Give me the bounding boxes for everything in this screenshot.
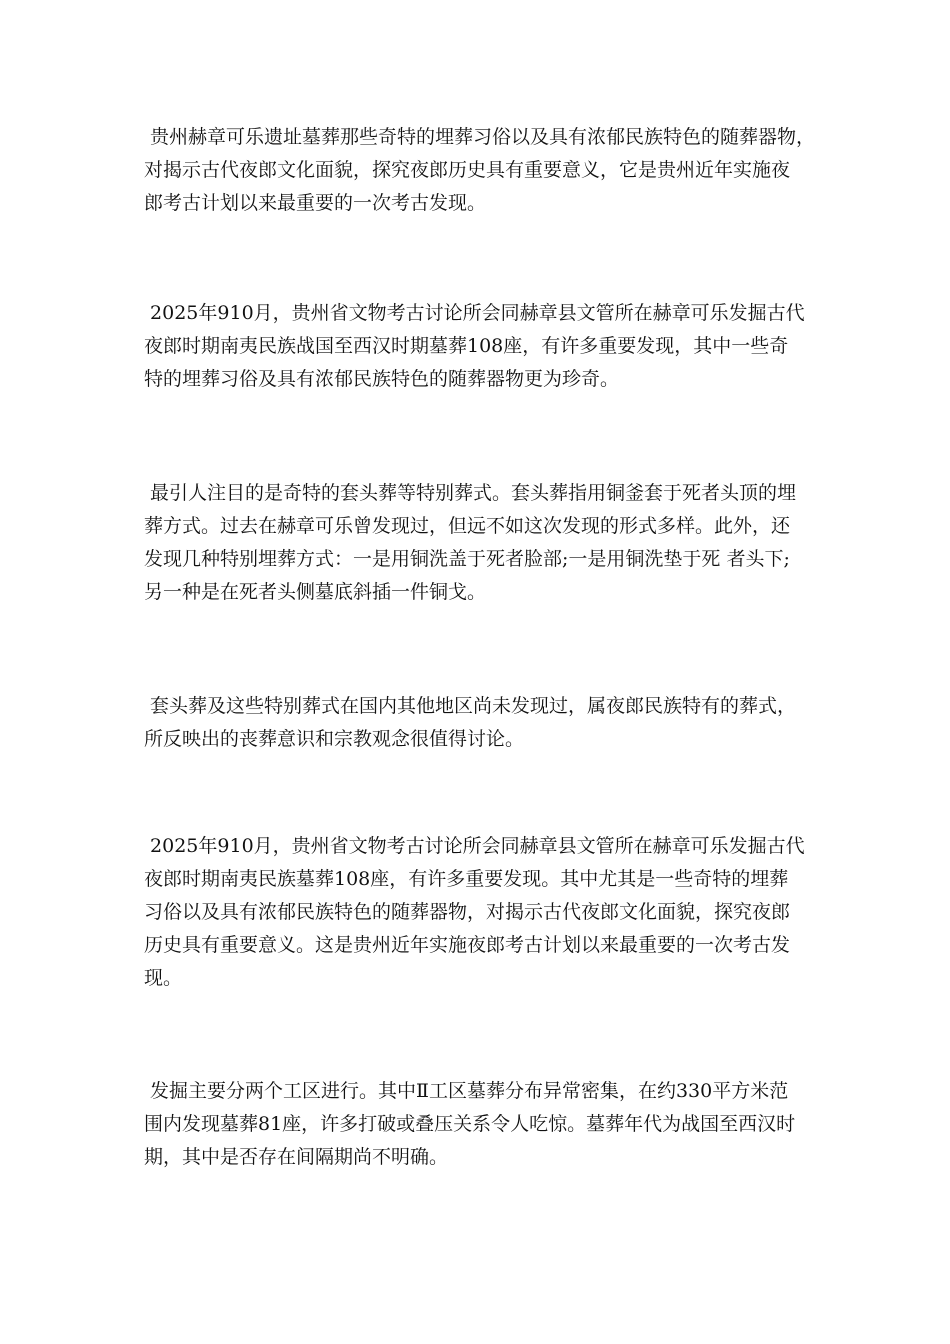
- paragraph-line: 习俗以及具有浓郁民族特色的随葬器物，对揭示古代夜郎文化面貌，探究夜郎: [144, 901, 791, 923]
- paragraph-line: 历史具有重要意义。这是贵州近年实施夜郎考古计划以来最重要的一次考古发: [144, 934, 791, 956]
- paragraph-4: [144, 690, 808, 756]
- paragraph-line: 葬方式。过去在赫章可乐曾发现过，但远不如这次发现的形式多样。此外，还: [144, 515, 791, 537]
- paragraph-line: 另一种是在死者头侧墓底斜插一件铜戈。: [144, 581, 487, 603]
- paragraph-line: 期，其中是否存在间隔期尚不明确。: [144, 1146, 449, 1168]
- paragraph-line: 特的埋葬习俗及具有浓郁民族特色的随葬器物更为珍奇。: [144, 368, 620, 390]
- paragraph-6: [144, 1075, 808, 1174]
- paragraph-line: 发掘主要分两个工区进行。其中Ⅱ工区墓葬分布异常密集，在约330平方米范: [144, 1080, 789, 1102]
- paragraph-2: [144, 297, 808, 396]
- paragraph-line: 2025年910月，贵州省文物考古讨论所会同赫章县文管所在赫章可乐发掘古代: [144, 835, 805, 857]
- paragraph-5: [144, 830, 808, 995]
- paragraph-line: 套头葬及这些特别葬式在国内其他地区尚未发现过，属夜郎民族特有的葬式，: [144, 695, 797, 717]
- paragraph-line: 夜郎时期南夷民族墓葬108座，有许多重要发现。其中尤其是一些奇特的埋葬: [144, 868, 789, 890]
- paragraph-line: 最引人注目的是奇特的套头葬等特别葬式。套头葬指用铜釜套于死者头顶的埋: [144, 482, 797, 504]
- paragraph-line: 所反映出的丧葬意识和宗教观念很值得讨论。: [144, 728, 525, 750]
- paragraph-1: [144, 121, 816, 220]
- paragraph-3: [144, 477, 808, 609]
- paragraph-line: 围内发现墓葬81座，许多打破或叠压关系令人吃惊。墓葬年代为战国至西汉时: [144, 1113, 796, 1135]
- paragraph-line: 夜郎时期南夷民族战国至西汉时期墓葬108座，有许多重要发现，其中一些奇: [144, 335, 789, 357]
- paragraph-line: 现。: [144, 967, 183, 989]
- paragraph-line: 2025年910月，贵州省文物考古讨论所会同赫章县文管所在赫章可乐发掘古代: [144, 302, 805, 324]
- paragraph-line: 对揭示古代夜郎文化面貌，探究夜郎历史具有重要意义，它是贵州近年实施夜: [144, 159, 791, 181]
- paragraph-line: 发现几种特别埋葬方式：一是用铜洗盖于死者脸部;一是用铜洗垫于死 者头下;: [144, 548, 790, 570]
- paragraph-line: 贵州赫章可乐遗址墓葬那些奇特的埋葬习俗以及具有浓郁民族特色的随葬器物，: [144, 126, 816, 148]
- paragraph-line: 郎考古计划以来最重要的一次考古发现。: [144, 192, 487, 214]
